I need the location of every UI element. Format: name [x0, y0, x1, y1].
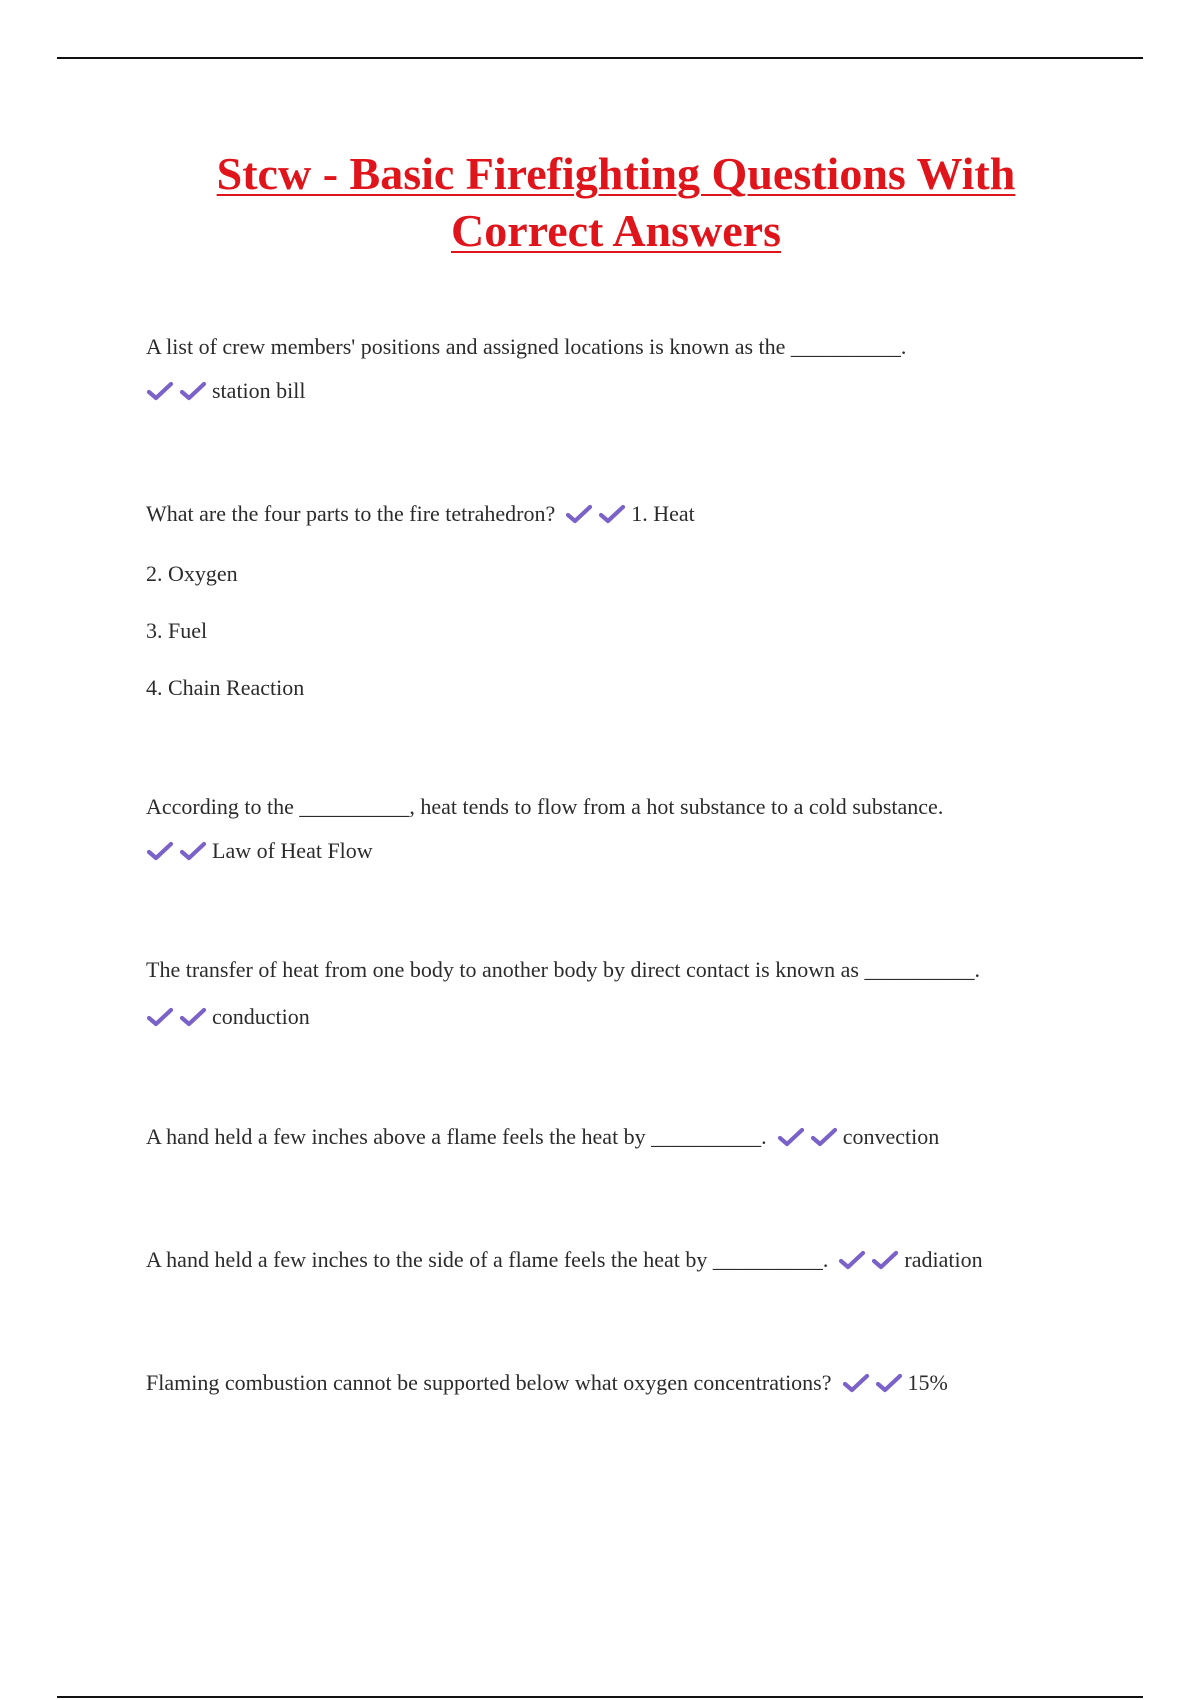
answer-text: 15% — [907, 1370, 948, 1395]
answer-text: conduction — [212, 1004, 310, 1029]
check-icon — [871, 1249, 899, 1271]
answer-text: convection — [842, 1124, 940, 1149]
check-icon — [842, 1372, 870, 1394]
answer-marks — [777, 1126, 840, 1148]
check-icon — [810, 1126, 838, 1148]
answer-marks — [146, 1006, 209, 1028]
question-line — [146, 1370, 948, 1396]
answer-continuation: 4. Chain Reaction — [146, 675, 305, 700]
check-icon — [565, 503, 593, 525]
question-text: What are the four parts to the fire tetrahedron? — [146, 501, 556, 526]
qa-item-3 — [146, 794, 943, 864]
question-text: A hand held a few inches to the side of a flame feels the heat by __________. — [146, 1247, 829, 1272]
check-icon — [875, 1372, 903, 1394]
answer-continuation: 2. Oxygen — [146, 561, 238, 586]
page-title-line-2: Correct Answers — [451, 205, 781, 256]
check-icon — [146, 840, 174, 862]
answer-line — [146, 1004, 980, 1030]
answer-marks — [146, 840, 209, 862]
answer-line — [146, 378, 906, 404]
qa-item-7 — [146, 1370, 948, 1396]
check-icon — [777, 1126, 805, 1148]
answer-text: station bill — [212, 378, 306, 403]
check-icon — [146, 380, 174, 402]
answer-text: radiation — [904, 1247, 983, 1272]
check-icon — [179, 380, 207, 402]
qa-item-6 — [146, 1247, 983, 1273]
qa-item-5 — [146, 1124, 939, 1150]
bottom-rule — [57, 1696, 1143, 1698]
qa-item-4 — [146, 957, 980, 1030]
qa-item-2 — [146, 501, 695, 701]
top-rule — [57, 57, 1143, 59]
page-title — [0, 145, 1200, 259]
answer-marks — [842, 1372, 905, 1394]
answer-text: 1. Heat — [631, 501, 695, 526]
answer-text: Law of Heat Flow — [212, 838, 373, 863]
answer-line — [146, 838, 943, 864]
check-icon — [598, 503, 626, 525]
answer-marks — [838, 1249, 901, 1271]
question-line — [146, 1247, 983, 1273]
page-title-line-1: Stcw - Basic Firefighting Questions With — [216, 148, 1016, 199]
question-text: A hand held a few inches above a flame feels the heat by __________. — [146, 1124, 767, 1149]
answer-continuation: 3. Fuel — [146, 618, 208, 643]
check-icon — [838, 1249, 866, 1271]
question-line — [146, 1124, 939, 1150]
question-text: Flaming combustion cannot be supported below what oxygen concentrations? — [146, 1370, 832, 1395]
check-icon — [146, 1006, 174, 1028]
question-text: According to the __________, heat tends to flow from a hot substance to a cold substance. — [146, 794, 944, 819]
check-icon — [179, 1006, 207, 1028]
question-line — [146, 501, 695, 527]
answer-marks — [565, 503, 628, 525]
check-icon — [179, 840, 207, 862]
question-text: A list of crew members' positions and assigned locations is known as the __________. — [146, 334, 907, 359]
qa-item-1 — [146, 334, 906, 404]
answer-marks — [146, 380, 209, 402]
question-text: The transfer of heat from one body to another body by direct contact is known as __________. — [146, 957, 980, 982]
